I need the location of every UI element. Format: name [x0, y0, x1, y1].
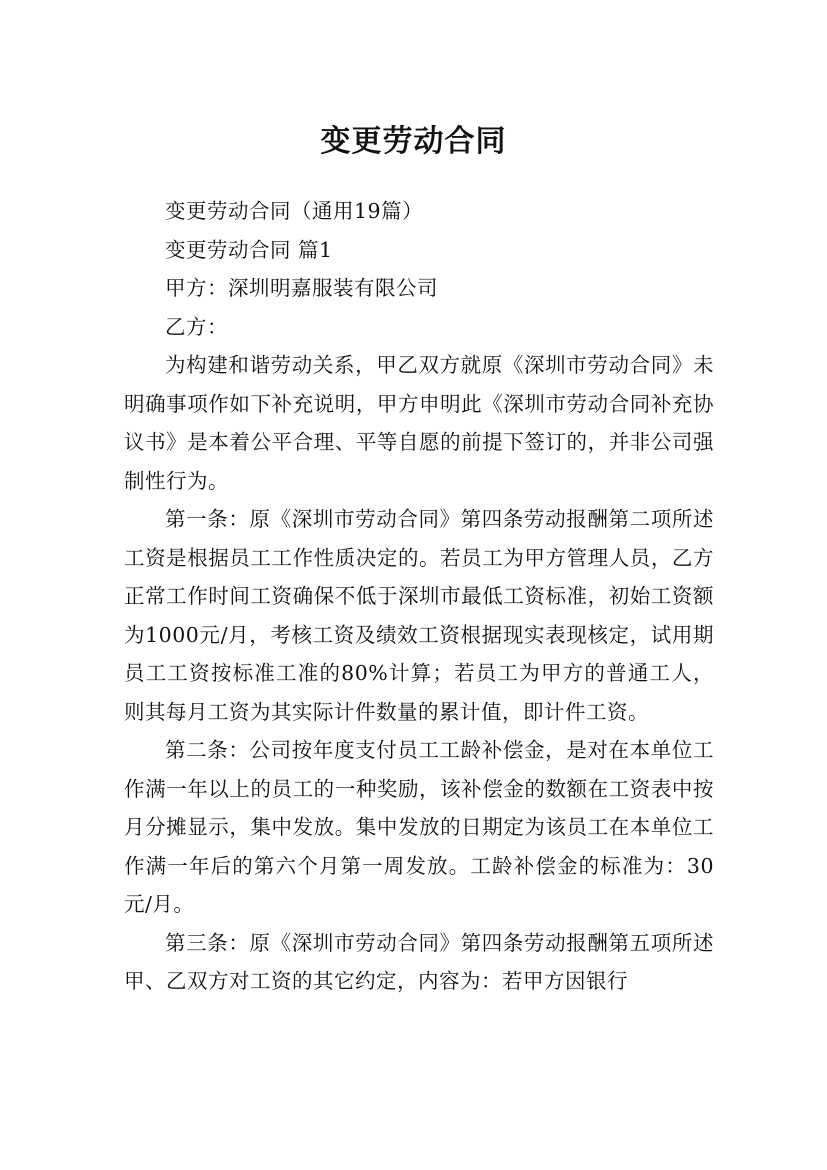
intro-paragraph: 为构建和谐劳动关系，甲乙双方就原《深圳市劳动合同》未明确事项作如下补充说明，甲方申明此《深圳市劳动合同补充协议书》是本着公平合理、平等自愿的前提下签订的，并非公司强制性行为。	[124, 353, 714, 493]
document-body	[124, 192, 714, 1001]
subtitle-paragraph: 变更劳动合同（通用19篇）	[165, 199, 424, 223]
document-title: 变更劳动合同	[320, 124, 507, 160]
section-heading: 变更劳动合同 篇1	[165, 237, 333, 262]
article-2-paragraph: 第二条：公司按年度支付员工工龄补偿金，是对在本单位工作满一年以上的员工的一种奖励，该补偿金的数额在工资表中按月分摊显示，集中发放。集中发放的日期定为该员工在本单位工作满一年后的第六个月第一周发放。工龄补偿金的标准为：30元/月。	[124, 738, 714, 916]
article-3-paragraph: 第三条：原《深圳市劳动合同》第四条劳动报酬第五项所述甲、乙双方对工资的其它约定，内容为：若甲方因银行	[124, 930, 714, 993]
article-1-paragraph: 第一条：原《深圳市劳动合同》第四条劳动报酬第二项所述工资是根据员工工作性质决定的。若员工为甲方管理人员，乙方正常工作时间工资确保不低于深圳市最低工资标准，初始工资额为1000元/月，考核工资及绩效工资根据现实表现核定，试用期员工工资按标准工准的80%计算；若员工为甲方的普通工人，则其每月工资为其实际计件数量的累计值，即计件工资。	[124, 507, 714, 724]
party-b-line: 乙方：	[165, 314, 228, 339]
party-a-line: 甲方：深圳明嘉服装有限公司	[165, 276, 438, 300]
